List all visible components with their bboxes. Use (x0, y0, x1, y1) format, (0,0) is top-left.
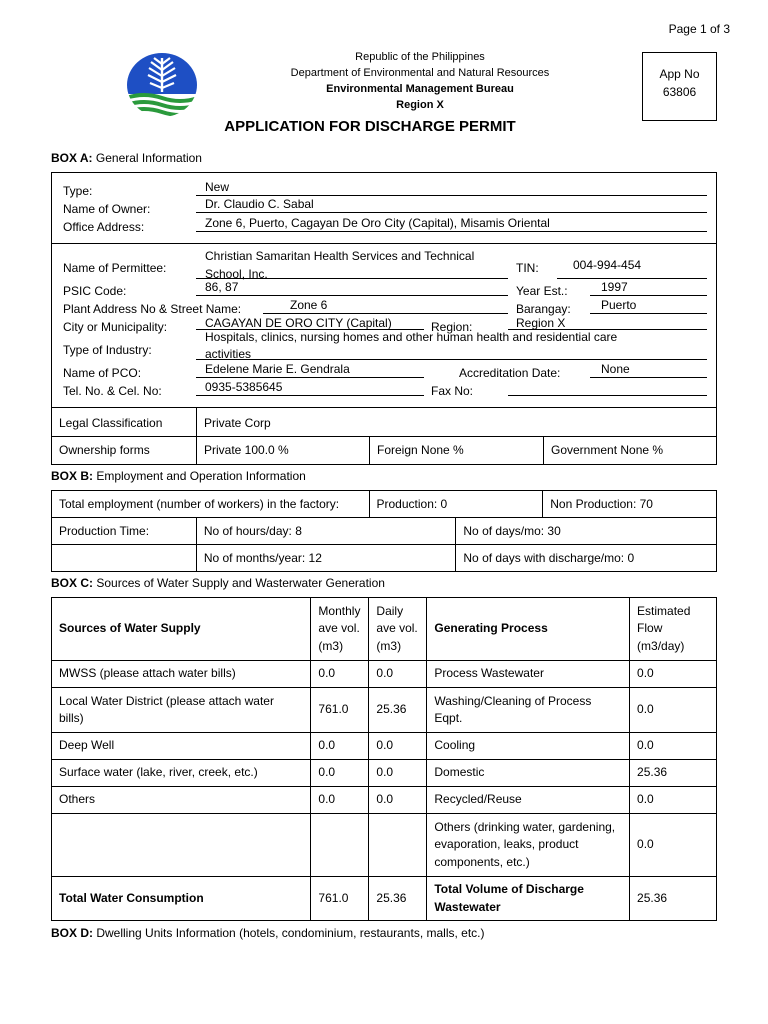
cell-daily-line-1: 0.0 (376, 765, 394, 780)
col-header-monthly-1: Monthly (318, 603, 361, 618)
cell-daily (369, 733, 427, 760)
cell-daily-line-1: 0.0 (376, 738, 394, 753)
app-no-value: 63806 (662, 85, 697, 99)
box-a-divider-2 (51, 407, 717, 408)
cell-monthly-line-1: 0.0 (318, 666, 336, 681)
col-header-daily-3: (m3) (376, 638, 402, 653)
city-label: City or Municipality: (63, 320, 168, 334)
year-value: 1997 (601, 280, 628, 294)
cell-process-line-1: Washing/Cleaning of Process (434, 693, 592, 708)
psic-label: PSIC Code: (63, 284, 127, 298)
discharge-days: No of days with discharge/mo: 0 (456, 545, 717, 572)
ownership-private: Private 100.0 % (204, 443, 289, 457)
cell-source (52, 760, 311, 787)
col-header-daily-1: Daily (376, 603, 404, 618)
owner-label: Name of Owner: (63, 202, 151, 216)
tel-value: 0935-5385645 (205, 380, 283, 394)
cell-daily (369, 787, 427, 814)
plant-address-label: Plant Address No & Street Name: (63, 302, 242, 316)
table-header-row (52, 598, 717, 661)
total-discharge-label-2: Wastewater (434, 899, 501, 914)
industry-label: Type of Industry: (63, 343, 152, 357)
cell-monthly-line-1: 761.0 (318, 702, 349, 717)
box-a-prefix: BOX A: (51, 151, 93, 165)
box-d-heading (51, 926, 485, 940)
table-row (52, 661, 717, 688)
legal-classification-label: Legal Classification (59, 416, 163, 430)
box-d-prefix: BOX D: (51, 926, 93, 940)
cell-process (427, 688, 630, 733)
cell-daily (369, 760, 427, 787)
table-row (52, 518, 717, 545)
header-bureau: Environmental Management Bureau (326, 83, 514, 95)
tin-value: 004-994-454 (573, 258, 642, 272)
water-rows (52, 661, 717, 877)
cell-monthly (311, 688, 369, 733)
permittee-underline (196, 278, 508, 279)
cell-flow-line-1: 0.0 (637, 738, 654, 753)
cell-process-line-2: Eqpt. (434, 711, 463, 725)
cell-process-line-3: components, etc.) (434, 854, 530, 869)
col-header-monthly (311, 598, 369, 661)
cell-process-line-2: evaporation, leaks, product (434, 837, 579, 852)
col-header-flow-1: Estimated (637, 603, 691, 618)
cell-process-line-1: Process Wastewater (434, 666, 544, 681)
cell-process-line-1: Domestic (434, 765, 485, 780)
cell-monthly-line-1: 0.0 (318, 792, 336, 807)
table-row (52, 733, 717, 760)
box-b-prefix: BOX B: (51, 469, 93, 483)
box-a-heading (51, 151, 202, 165)
cell-source (52, 733, 311, 760)
cell-process (427, 787, 630, 814)
table-row (52, 814, 717, 877)
col-header-flow-2: Flow (637, 621, 663, 636)
cell-flow (630, 787, 717, 814)
industry-value-line2: activities (205, 347, 252, 361)
cell-monthly-line-1: 0.0 (318, 738, 336, 753)
cell-source (52, 814, 311, 877)
cell-process (427, 661, 630, 688)
col-header-daily-2: ave vol. (376, 621, 418, 636)
form-title: APPLICATION FOR DISCHARGE PERMIT (224, 118, 516, 135)
industry-value-line1: Hospitals, clinics, nursing homes and other human health and residential care (205, 330, 618, 344)
total-employment-label: Total employment (number of workers) in the factory: (52, 491, 370, 518)
box-b-heading (51, 469, 306, 483)
empty-cell (52, 545, 197, 572)
cell-flow-line-1: 0.0 (637, 792, 654, 807)
box-a-col-divider-2 (369, 436, 370, 464)
barangay-underline (590, 313, 707, 314)
pco-value: Edelene Marie E. Gendrala (205, 362, 350, 376)
cell-process (427, 733, 630, 760)
cell-flow (630, 661, 717, 688)
production-count: Production: 0 (369, 491, 543, 518)
header-region: Region X (396, 99, 444, 111)
box-b-table (51, 490, 717, 572)
box-a-divider-3 (51, 436, 717, 437)
type-underline (196, 195, 707, 196)
col-header-monthly-3: (m3) (318, 638, 344, 653)
box-d-title: Dwelling Units Information (hotels, condominium, restaurants, malls, etc.) (96, 926, 485, 940)
hours-per-day: No of hours/day: 8 (196, 518, 456, 545)
region-value: Region X (516, 316, 566, 330)
cell-daily-line-1: 0.0 (376, 792, 394, 807)
legal-classification-value: Private Corp (204, 416, 271, 430)
cell-source (52, 688, 311, 733)
pco-label: Name of PCO: (63, 366, 142, 380)
cell-flow (630, 814, 717, 877)
days-per-month: No of days/mo: 30 (456, 518, 717, 545)
cell-flow-line-1: 0.0 (637, 666, 654, 681)
total-label: Total Water Consumption (52, 877, 311, 921)
total-row (52, 877, 717, 921)
page-number: Page 1 of 3 (668, 22, 730, 36)
header-republic: Republic of the Philippines (355, 51, 485, 63)
accreditation-label: Accreditation Date: (459, 366, 561, 380)
cell-source (52, 661, 311, 688)
cell-process-line-1: Recycled/Reuse (434, 792, 522, 807)
barangay-label: Barangay: (516, 302, 571, 316)
box-c-title: Sources of Water Supply and Wasterwater Generation (96, 576, 385, 590)
office-value: Zone 6, Puerto, Cagayan De Oro City (Capital), Misamis Oriental (205, 216, 550, 230)
months-per-year: No of months/year: 12 (196, 545, 456, 572)
accreditation-underline (590, 377, 707, 378)
accreditation-value: None (601, 362, 630, 376)
cell-source-line-1: Deep Well (59, 738, 115, 753)
owner-value: Dr. Claudio C. Sabal (205, 197, 314, 211)
tin-underline (557, 278, 707, 279)
total-discharge-label-1: Total Volume of Discharge (434, 882, 584, 896)
fax-label: Fax No: (431, 384, 474, 398)
type-value: New (205, 180, 230, 194)
cell-monthly-line-1: 0.0 (318, 765, 336, 780)
col-header-process: Generating Process (427, 598, 630, 661)
cell-monthly (311, 661, 369, 688)
type-label: Type: (63, 184, 93, 198)
cell-flow-line-1: 25.36 (637, 765, 668, 780)
permittee-value-line1: Christian Samaritan Health Services and Technical (205, 249, 475, 263)
col-header-flow-3: (m3/day) (637, 638, 685, 653)
plant-address-value: Zone 6 (290, 298, 328, 312)
cell-daily-line-1: 0.0 (376, 666, 394, 681)
plant-address-underline (263, 313, 508, 314)
psic-value: 86, 87 (205, 280, 239, 294)
city-value: CAGAYAN DE ORO CITY (Capital) (205, 316, 392, 330)
cell-process-line-1: Others (drinking water, gardening, (434, 819, 616, 834)
box-c-heading (51, 576, 385, 590)
production-time-label: Production Time: (52, 518, 197, 545)
box-a-divider-1 (51, 243, 717, 244)
app-no-box (642, 52, 717, 121)
table-row (52, 760, 717, 787)
total-daily: 25.36 (369, 877, 427, 921)
cell-daily (369, 688, 427, 733)
cell-flow (630, 760, 717, 787)
box-c-prefix: BOX C: (51, 576, 93, 590)
cell-process (427, 814, 630, 877)
cell-daily-line-1: 25.36 (376, 702, 407, 717)
cell-source-line-1: Others (59, 792, 96, 807)
cell-daily (369, 661, 427, 688)
cell-flow (630, 733, 717, 760)
cell-source-line-1: Surface water (lake, river, creek, etc.) (59, 765, 258, 780)
header-department: Department of Environmental and Natural Resources (290, 67, 550, 79)
cell-daily (369, 814, 427, 877)
office-label: Office Address: (63, 220, 145, 234)
owner-underline (196, 212, 707, 213)
office-underline (196, 231, 707, 232)
app-no-label: App No (659, 67, 700, 81)
cell-monthly (311, 787, 369, 814)
cell-source-line-1: Local Water District (please attach water (59, 693, 274, 708)
region-label: Region: (431, 320, 473, 334)
ownership-foreign: Foreign None % (377, 443, 464, 457)
ownership-label: Ownership forms (59, 443, 150, 457)
pco-underline (196, 377, 424, 378)
col-header-source: Sources of Water Supply (52, 598, 311, 661)
ownership-government: Government None % (551, 443, 664, 457)
cell-process (427, 760, 630, 787)
total-discharge-label (427, 877, 630, 921)
col-header-monthly-2: ave vol. (318, 621, 360, 636)
table-row (52, 491, 717, 518)
permittee-value-line2: School, Inc. (205, 267, 268, 281)
table-row (52, 787, 717, 814)
cell-process-line-1: Cooling (434, 738, 476, 753)
box-a-title: General Information (95, 151, 202, 165)
barangay-value: Puerto (601, 298, 637, 312)
cell-monthly (311, 760, 369, 787)
industry-underline (196, 359, 707, 360)
tin-label: TIN: (516, 261, 539, 275)
box-a-col-divider-3 (543, 436, 544, 464)
col-header-daily (369, 598, 427, 661)
cell-flow (630, 688, 717, 733)
year-label: Year Est.: (516, 284, 568, 298)
cell-source (52, 787, 311, 814)
cell-monthly (311, 814, 369, 877)
year-underline (590, 295, 707, 296)
cell-flow-line-1: 0.0 (637, 837, 654, 852)
box-a-col-divider (196, 407, 197, 464)
col-header-flow (630, 598, 717, 661)
table-row (52, 688, 717, 733)
tel-label: Tel. No. & Cel. No: (63, 384, 162, 398)
table-row (52, 545, 717, 572)
fax-underline (508, 395, 707, 396)
tel-underline (196, 395, 424, 396)
cell-source-line-2: bills) (59, 711, 84, 725)
cell-source-line-1: MWSS (please attach water bills) (59, 666, 236, 681)
non-production-count: Non Production: 70 (543, 491, 717, 518)
total-monthly: 761.0 (311, 877, 369, 921)
cell-monthly (311, 733, 369, 760)
permittee-label: Name of Permittee: (63, 261, 167, 275)
box-b-title: Employment and Operation Information (96, 469, 306, 483)
cell-flow-line-1: 0.0 (637, 702, 654, 717)
total-flow: 25.36 (630, 877, 717, 921)
water-supply-table (51, 597, 717, 921)
psic-underline (196, 295, 508, 296)
